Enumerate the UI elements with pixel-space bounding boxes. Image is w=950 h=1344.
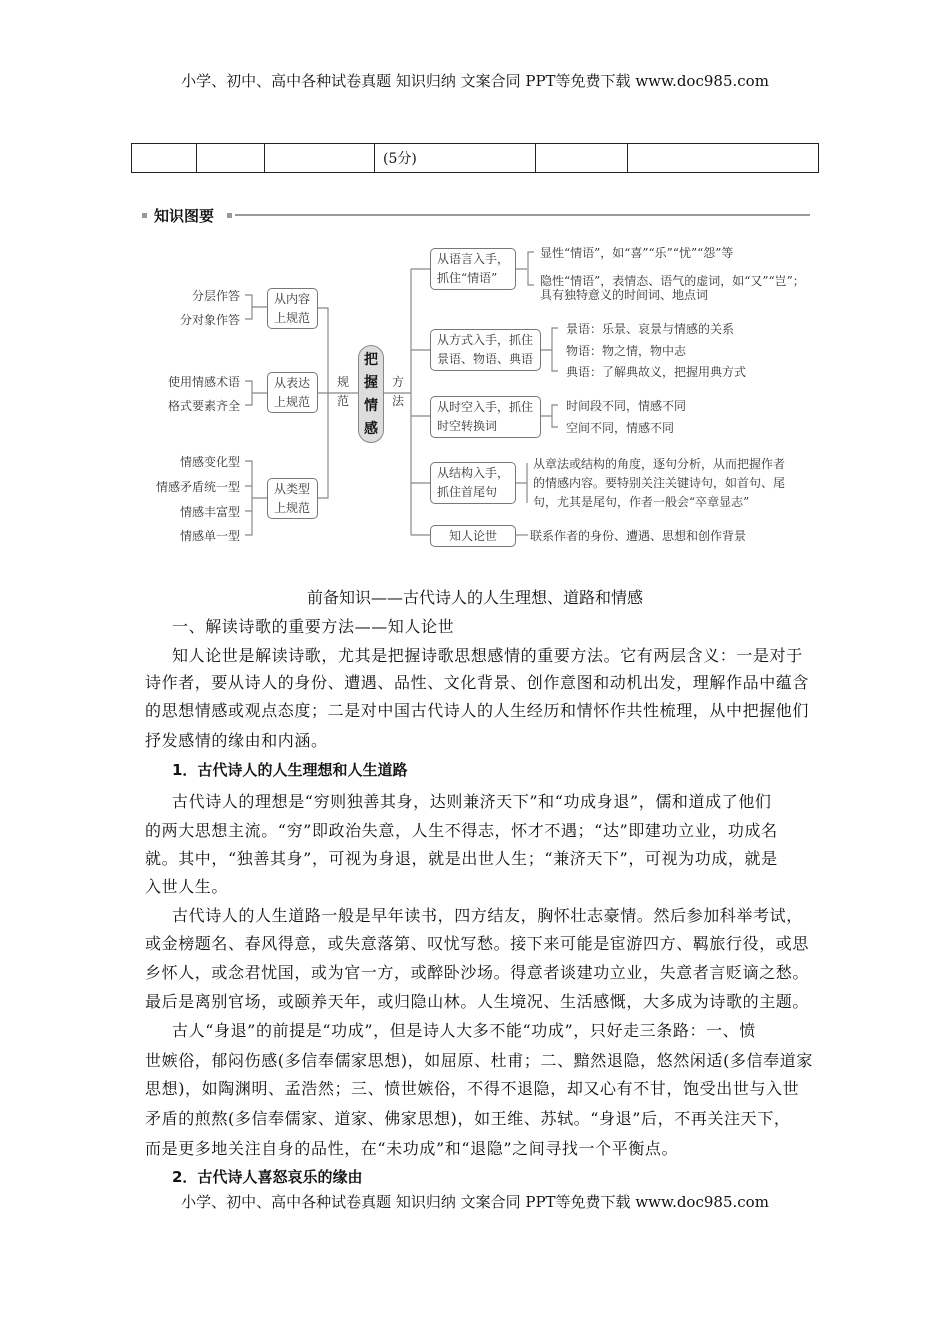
box-line: 从时空入手，抓住 — [437, 400, 534, 414]
left-item: 情感矛盾统一型 — [155, 480, 240, 494]
left-box-content — [267, 288, 318, 329]
page-header: 小学、初中、高中各种试卷真题 知识归纳 文案合同 PPT等免费下载 www.doc985.com — [181, 72, 769, 90]
label-methods: 方法 — [392, 375, 405, 408]
paragraph-line: 的两大思想主流。“穷”即政治失意，人生不得志，怀才不遇；“达”即建功立业，功成名 — [145, 821, 778, 840]
right-item: 显性“情语”，如“喜”“乐”“忧”“怨”等 — [540, 246, 734, 260]
right-item: 时间段不同，情感不同 — [566, 399, 687, 413]
box-line: 上规范 — [274, 311, 311, 325]
label-norms: 规范 — [337, 375, 350, 408]
left-item: 分层作答 — [191, 289, 240, 303]
box-line: 上规范 — [274, 501, 311, 515]
paragraph-line: 知人论世是解读诗歌，尤其是把握诗歌思想感情的重要方法。它有两层含义：一是对于 — [172, 646, 803, 665]
left-item: 情感单一型 — [179, 529, 240, 543]
box-line: 上规范 — [274, 395, 311, 409]
box-line: 从语言入手， — [437, 252, 510, 266]
paragraph-line: 抒发感情的缘由和内涵。 — [145, 731, 328, 750]
right-item: 的情感内容。要特别关注关键诗句，如首句、尾 — [533, 476, 786, 490]
box-line: 抓住“情语” — [437, 271, 498, 285]
subheading-2: 2．古代诗人喜怒哀乐的缘由 — [172, 1168, 363, 1186]
right-item: 典语：了解典故义，把握用典方式 — [566, 365, 747, 379]
right-item: 具有独特意义的时间词、地点词 — [540, 288, 709, 302]
right-item: 隐性“情语”，表情态、语气的虚词，如“又”“岂”； — [540, 274, 805, 288]
paragraph-line: 古代诗人的人生道路一般是早年读书，四方结友，胸怀壮志豪情。然后参加科举考试， — [172, 906, 803, 925]
paragraph-line: 世嫉俗，郁闷伤感(多信奉儒家思想)，如屈原、杜甫；二、黯然退隐，悠然闲适(多信奉道家 — [145, 1051, 813, 1070]
paragraph-line: 而是更多地关注自身的品性，在“未功成”和“退隐”之间寻找一个平衡点。 — [145, 1139, 679, 1158]
box-line: 从方式入手，抓住 — [437, 333, 534, 347]
right-box-structure — [430, 462, 516, 504]
box-line: 景语、物语、典语 — [437, 352, 534, 366]
body-title: 前备知识——古代诗人的人生理想、道路和情感 — [306, 588, 643, 607]
page-footer: 小学、初中、高中各种试卷真题 知识归纳 文案合同 PPT等免费下载 www.doc985.com — [181, 1193, 769, 1211]
right-item: 空间不同，情感不同 — [566, 421, 675, 435]
right-item: 联系作者的身份、遭遇、思想和创作背景 — [530, 529, 747, 543]
paragraph-line: 或金榜题名、春风得意，或失意落第、叹忧写愁。接下来可能是宦游四方、羁旅行役，或思 — [145, 934, 810, 953]
paragraph-line: 古代诗人的理想是“穷则独善其身，达则兼济天下”和“功成身退”，儒和道成了他们 — [172, 792, 772, 811]
box-line: 从表达 — [274, 376, 311, 390]
subheading-1: 1．古代诗人的人生理想和人生道路 — [172, 761, 408, 779]
center-node: 把握情感 — [358, 345, 384, 443]
box-line: 从结构入手， — [437, 466, 510, 480]
paragraph-line: 的思想情感或观点态度；二是对中国古代诗人的人生经历和情怀作共性梳理，从中把握他们 — [145, 701, 810, 720]
left-item: 情感变化型 — [179, 455, 240, 469]
right-box-language — [430, 248, 516, 290]
box-line: 从内容 — [274, 292, 311, 306]
paragraph-line: 诗作者，要从诗人的身份、遭遇、品性、文化背景、创作意图和动机出发，理解作品中蕴含 — [145, 673, 810, 692]
right-box-context — [430, 525, 516, 547]
paragraph-line: 古人“身退”的前提是“功成”，但是诗人大多不能“功成”，只好走三条路：一、愤 — [172, 1021, 756, 1040]
box-line: 知人论世 — [448, 529, 497, 543]
score-cell: (5分) — [375, 144, 536, 173]
left-item: 格式要素齐全 — [167, 399, 240, 413]
right-item: 景语：乐景、哀景与情感的关系 — [566, 322, 735, 336]
box-line: 从类型 — [274, 482, 311, 496]
paragraph-line: 就。其中，“独善其身”，可视为身退，就是出世人生；“兼济天下”，可视为功成，就是 — [145, 849, 778, 868]
paragraph-line: 思想)，如陶渊明、孟浩然；三、愤世嫉俗，不得不退隐，却又心有不甘，饱受出世与入世 — [145, 1079, 800, 1098]
right-box-time-space — [430, 396, 541, 438]
left-item: 使用情感术语 — [167, 375, 240, 389]
heading-1: 一、解读诗歌的重要方法——知人论世 — [172, 617, 455, 636]
paragraph-line: 入世人生。 — [145, 877, 229, 896]
left-box-type — [267, 478, 318, 519]
right-item: 句，尤其是尾句，作者一般会“卒章显志” — [533, 495, 750, 509]
left-item: 分对象作答 — [179, 313, 240, 327]
left-box-expression — [267, 372, 318, 413]
left-item: 情感丰富型 — [179, 505, 240, 519]
section-title: 知识图要 — [154, 207, 215, 225]
paragraph-line: 最后是离别官场，或颐养天年，或归隐山林。人生境况、生活感慨，大多成为诗歌的主题。 — [145, 992, 810, 1011]
right-item: 物语：物之情，物中志 — [566, 344, 687, 358]
box-line: 时空转换词 — [437, 419, 498, 433]
mindmap-connectors — [0, 0, 950, 600]
paragraph-line: 矛盾的煎熬(多信奉儒家、道家、佛家思想)，如王维、苏轼。“身退”后，不再关注天下， — [145, 1109, 791, 1128]
box-line: 抓住首尾句 — [437, 485, 498, 499]
paragraph-line: 乡怀人，或念君忧国，或为官一方，或醉卧沙场。得意者谈建功立业，失意者言贬谪之愁。 — [145, 963, 810, 982]
right-item: 从章法或结构的角度，逐句分析，从而把握作者 — [533, 457, 786, 471]
right-box-method — [430, 329, 541, 371]
